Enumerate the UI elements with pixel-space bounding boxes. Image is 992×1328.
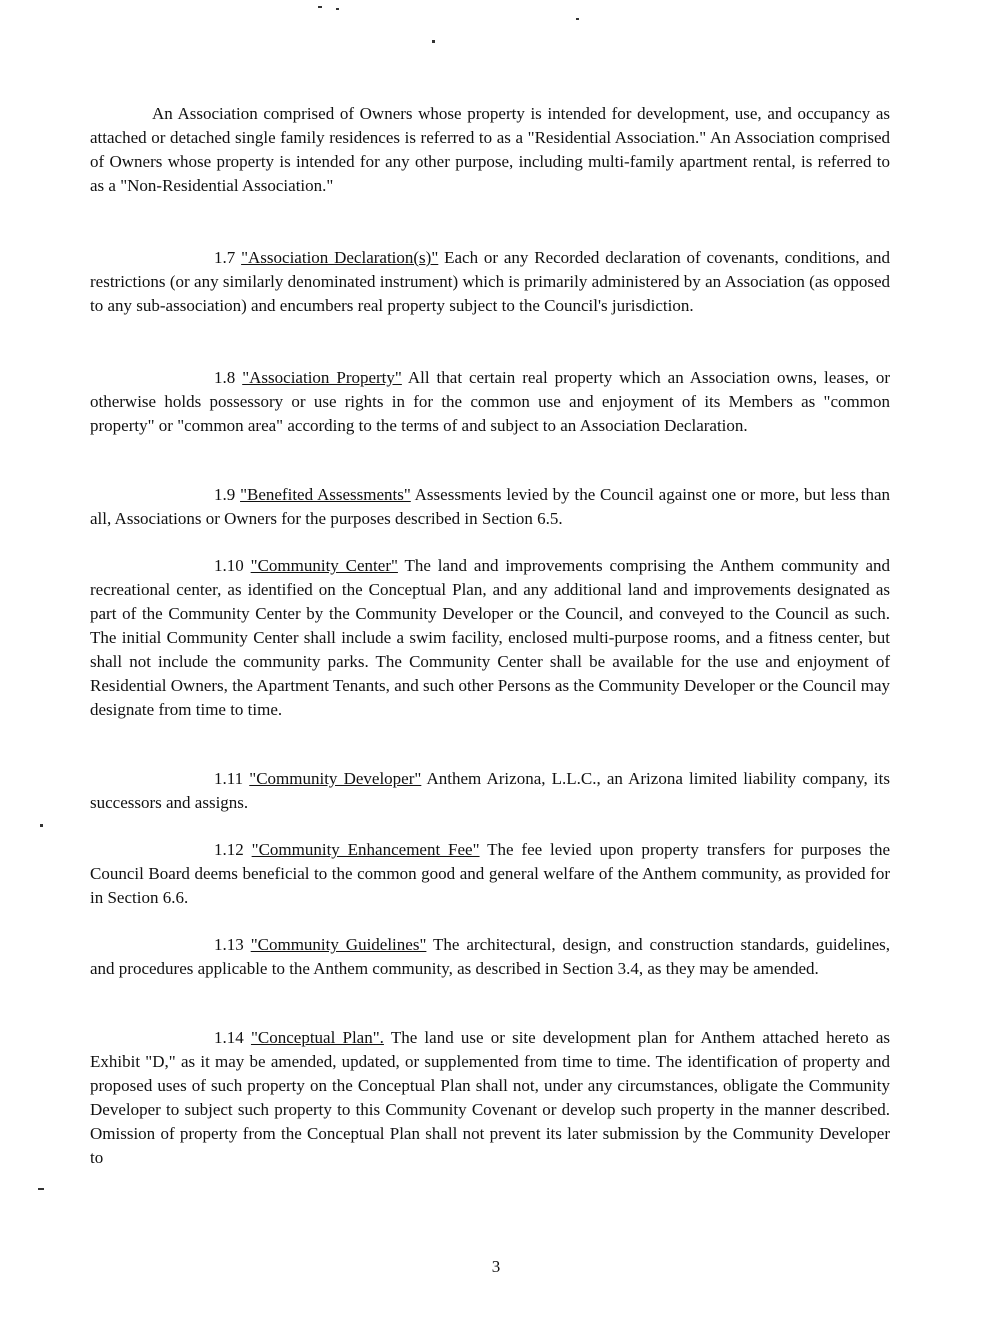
scan-speck xyxy=(318,6,322,8)
defined-term: "Association Property" xyxy=(242,368,402,387)
defined-term: "Association Declaration(s)" xyxy=(241,248,439,267)
intro-paragraph xyxy=(90,102,890,198)
section-number: 1.9 xyxy=(214,485,236,504)
definition-body: The land use or site development plan for Anthem attached hereto as Exhibit "D," as it may be amended, updated, or supplemented from time to time. The identification of property and proposed uses of such property on the Conceptual Plan shall not, under any circumstances, obligate the Community Developer to subject such property to this Community Covenant or develop such property in the manner described. Omission of property from the Conceptual Plan shall not prevent its later submission by the Community Developer to xyxy=(90,1028,891,1167)
defined-term: "Community Guidelines" xyxy=(250,935,427,954)
section-1-10 xyxy=(90,554,890,722)
defined-term: "Community Center" xyxy=(250,556,398,575)
definition-body: All that certain real property which an Association owns, leases, or otherwise holds possessory or use rights in for the common use and enjoyment of its Members as "common property" or "common area" according to the terms of and subject to an Association Declaration. xyxy=(90,368,890,435)
definition-body: Assessments levied by the Council against one or more, but less than all, Associations or Owners for the purposes described in Section 6.5. xyxy=(90,485,891,528)
scan-speck xyxy=(38,1188,44,1190)
section-1-11 xyxy=(90,767,890,815)
section-1-9 xyxy=(90,483,890,531)
section-number: 1.12 xyxy=(214,840,244,859)
intro-text: An Association comprised of Owners whose property is intended for development, use, and occupancy as attached or detached single family residences is referred to as a "Residential Association." An Association comprised of Owners whose property is intended for any other purpose, including multi-family apartment rental, is referred to as a "Non-Residential Association." xyxy=(90,104,890,195)
definition-body: The land and improvements comprising the Anthem community and recreational center, as identified on the Conceptual Plan, and any additional land and improvements designated as part of the Community Center by the Community Developer or the Council, and conveyed to the Council as such. The initial Community Center shall include a swim facility, enclosed multi-purpose rooms, and a fitness center, but shall not include the community parks. The Community Center shall be available for the use and enjoyment of Residential Owners, the Apartment Tenants, and such other Persons as the Community Developer or the Council may designate from time to time. xyxy=(90,556,890,719)
section-1-12 xyxy=(90,838,890,910)
section-1-7 xyxy=(90,246,890,318)
section-1-8 xyxy=(90,366,890,438)
page-number: 3 xyxy=(491,1257,501,1276)
section-1-14 xyxy=(90,1026,890,1170)
section-number: 1.7 xyxy=(214,248,236,267)
defined-term: "Conceptual Plan". xyxy=(250,1028,384,1047)
section-number: 1.11 xyxy=(214,769,244,788)
scan-speck xyxy=(336,8,339,10)
definition-body: The fee levied upon property transfers for purposes the Council Board deems beneficial to the common good and general welfare of the Anthem community, as provided for in Section 6.6. xyxy=(90,840,890,907)
scan-speck xyxy=(40,824,43,827)
definition-body: Anthem Arizona, L.L.C., an Arizona limited liability company, its successors and assigns. xyxy=(90,769,890,812)
scan-speck xyxy=(576,18,579,20)
defined-term: "Benefited Assessments" xyxy=(240,485,411,504)
section-1-13 xyxy=(90,933,890,981)
definition-body: Each or any Recorded declaration of covenants, conditions, and restrictions (or any similarly denominated instrument) which is primarily administered by an Association (as opposed to any sub-association) and encumbers real property subject to the Council's jurisdiction. xyxy=(90,248,891,315)
definition-body: The architectural, design, and construction standards, guidelines, and procedures applicable to the Anthem community, as described in Section 3.4, as they may be amended. xyxy=(90,935,891,978)
defined-term: "Community Enhancement Fee" xyxy=(251,840,480,859)
defined-term: "Community Developer" xyxy=(249,769,422,788)
scan-speck xyxy=(432,40,435,43)
section-number: 1.14 xyxy=(214,1028,244,1047)
section-number: 1.10 xyxy=(214,556,244,575)
section-number: 1.13 xyxy=(214,935,244,954)
section-number: 1.8 xyxy=(214,368,236,387)
